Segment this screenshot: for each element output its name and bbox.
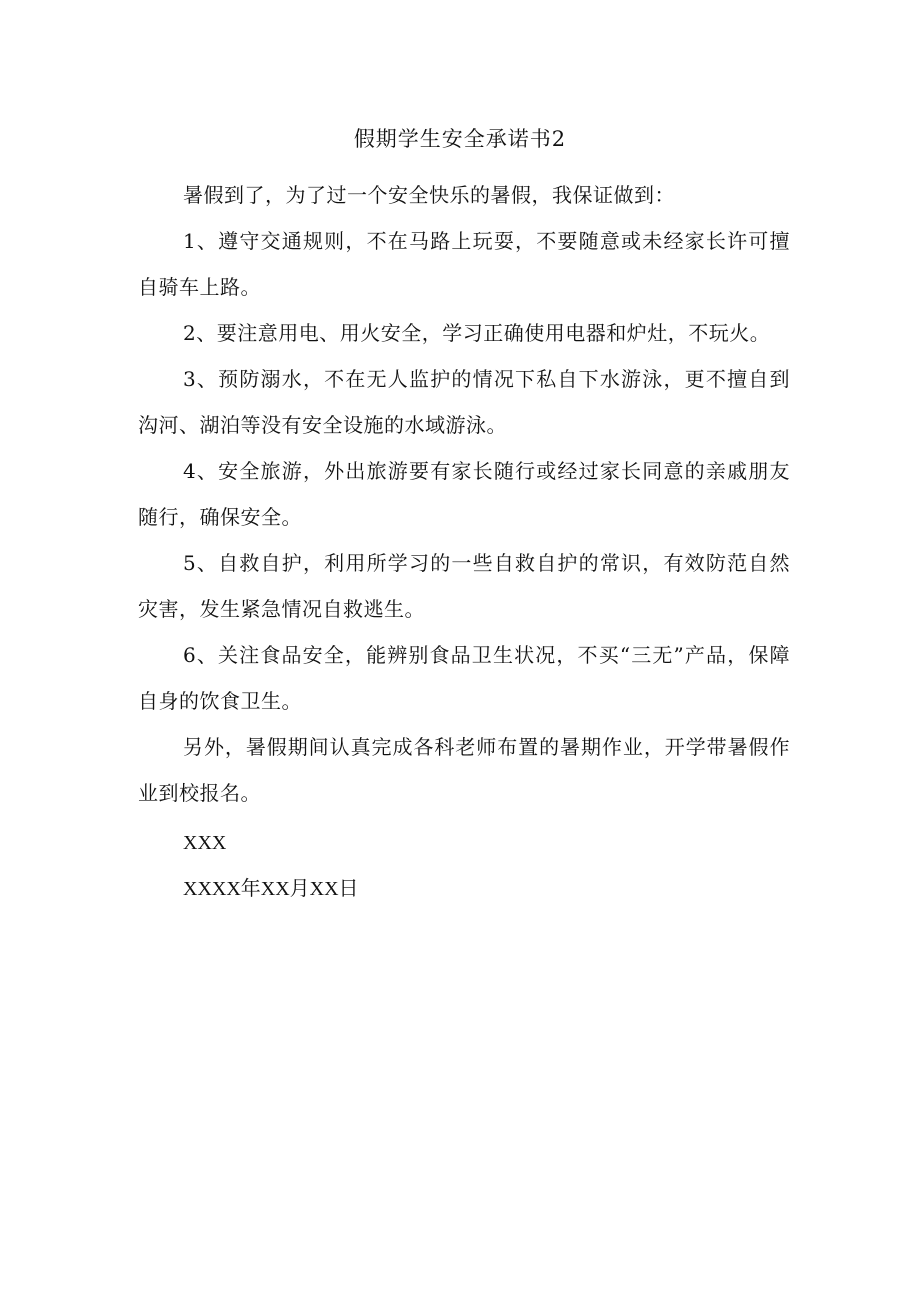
closing-paragraph: 另外，暑假期间认真完成各科老师布置的暑期作业，开学带暑假作业到校报名。 — [138, 735, 790, 805]
document-title: 假期学生安全承诺书2 — [353, 127, 567, 151]
signature-name: XXX — [183, 832, 227, 854]
pledge-item-1: 1、遵守交通规则，不在马路上玩耍，不要随意或未经家长许可擅自骑车上路。 — [138, 229, 790, 299]
pledge-item-5: 5、自救自护，利用所学习的一些自救自护的常识，有效防范自然灾害，发生紧急情况自救逃生。 — [138, 551, 790, 621]
pledge-item-2: 2、要注意用电、用火安全，学习正确使用电器和炉灶，不玩火。 — [183, 321, 771, 345]
intro-paragraph: 暑假到了，为了过一个安全快乐的暑假，我保证做到： — [183, 183, 675, 207]
document-body — [138, 172, 790, 912]
pledge-item-6: 6、关注食品安全，能辨别食品卫生状况，不买“三无”产品，保障自身的饮食卫生。 — [138, 643, 790, 713]
pledge-item-3: 3、预防溺水，不在无人监护的情况下私自下水游泳，更不擅自到沟河、湖泊等没有安全设施的水域游泳。 — [138, 367, 790, 437]
signature-date: XXXX年XX月XX日 — [183, 878, 359, 900]
pledge-item-4: 4、安全旅游，外出旅游要有家长随行或经过家长同意的亲戚朋友随行，确保安全。 — [138, 459, 790, 529]
